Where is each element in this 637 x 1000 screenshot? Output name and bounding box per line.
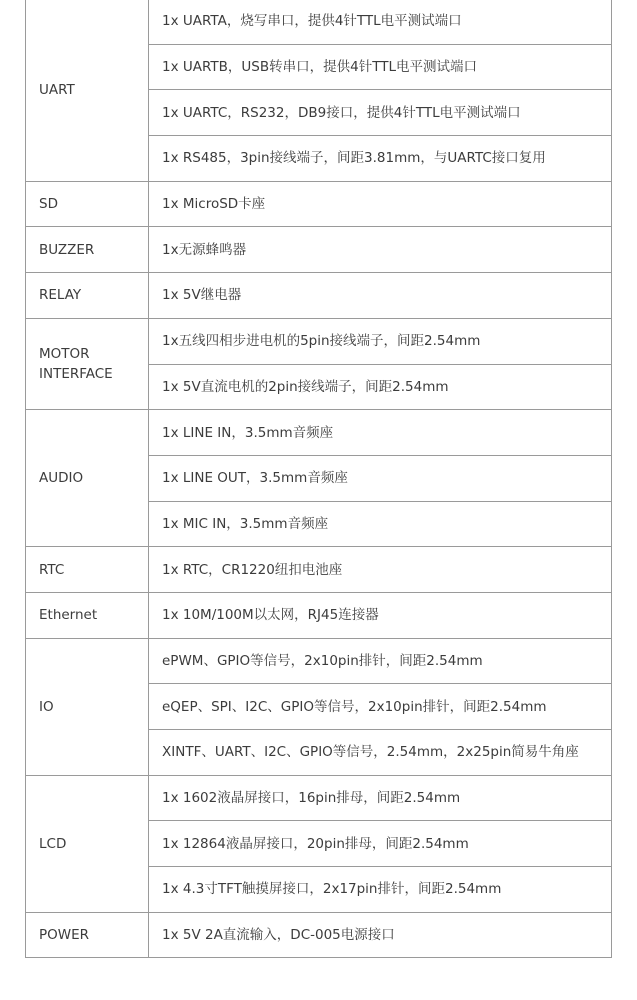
category-label: UART bbox=[39, 81, 75, 98]
category-cell bbox=[26, 273, 149, 319]
spec-cell: 1x 12864液晶屏接口，20pin排母，间距2.54mm bbox=[149, 821, 612, 867]
category-cell bbox=[26, 912, 149, 958]
category-label: LCD bbox=[39, 835, 67, 852]
table-row bbox=[26, 547, 612, 593]
table-row bbox=[26, 638, 612, 684]
table-row bbox=[26, 318, 612, 364]
category-label: RTC bbox=[39, 561, 65, 578]
spec-cell: 1x 4.3寸TFT触摸屏接口，2x17pin排针，间距2.54mm bbox=[149, 867, 612, 913]
table-row bbox=[26, 592, 612, 638]
spec-cell: 1x MIC IN，3.5mm音频座 bbox=[149, 501, 612, 547]
spec-cell: 1x 5V 2A直流输入，DC-005电源接口 bbox=[149, 912, 612, 958]
spec-cell: XINTF、UART、I2C、GPIO等信号，2.54mm，2x25pin简易牛角座 bbox=[149, 730, 612, 776]
category-label: AUDIO bbox=[39, 470, 84, 487]
spec-cell: 1x RTC，CR1220纽扣电池座 bbox=[149, 547, 612, 593]
table-row bbox=[26, 0, 612, 44]
spec-cell: 1x UARTC，RS232，DB9接口，提供4针TTL电平测试端口 bbox=[149, 90, 612, 136]
spec-cell: 1x RS485，3pin接线端子，间距3.81mm，与UARTC接口复用 bbox=[149, 136, 612, 182]
spec-cell: eQEP、SPI、I2C、GPIO等信号，2x10pin排针，间距2.54mm bbox=[149, 684, 612, 730]
category-cell bbox=[26, 181, 149, 227]
category-cell bbox=[26, 592, 149, 638]
category-cell bbox=[26, 0, 149, 181]
category-cell bbox=[26, 410, 149, 547]
table-row bbox=[26, 227, 612, 273]
spec-cell: ePWM、GPIO等信号，2x10pin排针，间距2.54mm bbox=[149, 638, 612, 684]
table-row bbox=[26, 912, 612, 958]
table-row bbox=[26, 181, 612, 227]
spec-cell: 1x 5V继电器 bbox=[149, 273, 612, 319]
spec-cell: 1x UARTB，USB转串口，提供4针TTL电平测试端口 bbox=[149, 44, 612, 90]
spec-cell: 1x 5V直流电机的2pin接线端子，间距2.54mm bbox=[149, 364, 612, 410]
spec-cell: 1x LINE OUT，3.5mm音频座 bbox=[149, 455, 612, 501]
spec-cell: 1x MicroSD卡座 bbox=[149, 181, 612, 227]
spec-cell: 1x 10M/100M以太网，RJ45连接器 bbox=[149, 592, 612, 638]
spec-cell: 1x无源蜂鸣器 bbox=[149, 227, 612, 273]
category-label: POWER bbox=[39, 927, 90, 944]
category-label: RELAY bbox=[39, 287, 82, 304]
table-row bbox=[26, 273, 612, 319]
category-cell bbox=[26, 547, 149, 593]
category-cell bbox=[26, 318, 149, 409]
category-label: BUZZER bbox=[39, 241, 95, 258]
category-label: IO bbox=[39, 698, 54, 715]
category-label: Ethernet bbox=[39, 607, 98, 624]
spec-cell: 1x LINE IN，3.5mm音频座 bbox=[149, 410, 612, 456]
spec-cell: 1x五线四相步进电机的5pin接线端子，间距2.54mm bbox=[149, 318, 612, 364]
spec-cell: 1x 1602液晶屏接口，16pin排母，间距2.54mm bbox=[149, 775, 612, 821]
category-cell bbox=[26, 638, 149, 775]
spec-cell: 1x UARTA，烧写串口，提供4针TTL电平测试端口 bbox=[149, 0, 612, 44]
category-cell bbox=[26, 227, 149, 273]
category-label: SD bbox=[39, 196, 58, 213]
category-label: MOTOR INTERFACE bbox=[39, 346, 113, 382]
table-row bbox=[26, 775, 612, 821]
table-row bbox=[26, 410, 612, 456]
spec-table-body bbox=[26, 0, 612, 958]
category-cell bbox=[26, 775, 149, 912]
spec-table bbox=[25, 0, 612, 958]
